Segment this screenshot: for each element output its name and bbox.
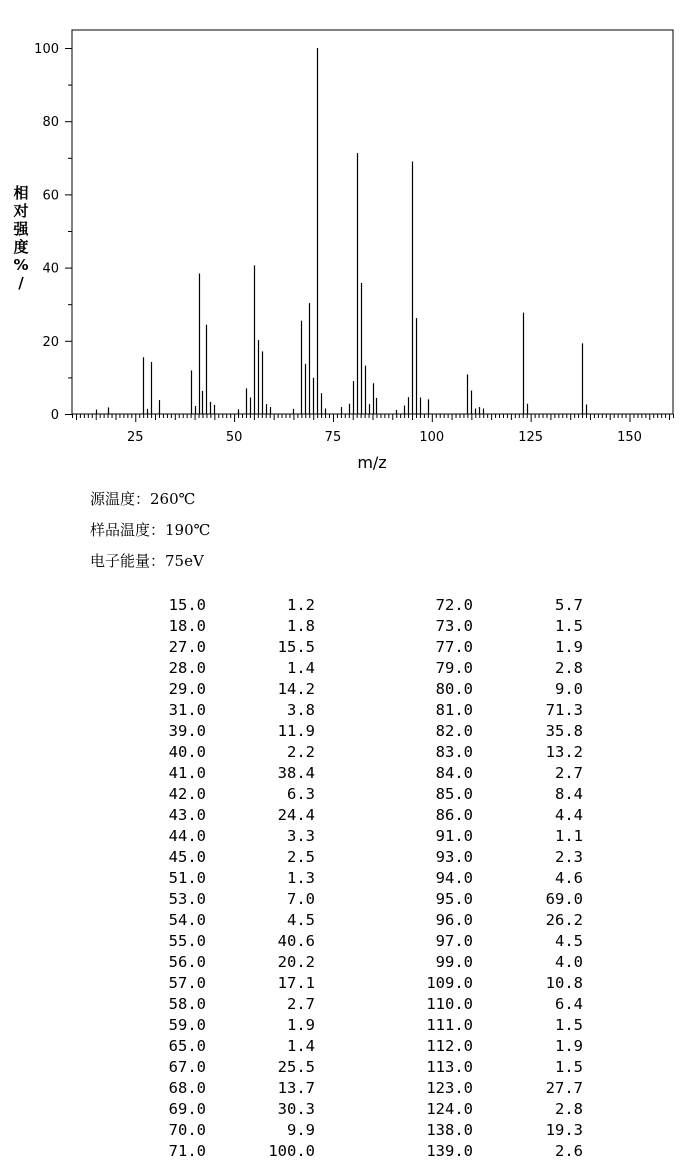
y-tick-label: 0: [50, 408, 59, 423]
intensity-value: 2.6: [555, 1142, 583, 1160]
peak-table-row: [0, 722, 696, 743]
mz-value: 109.0: [426, 974, 473, 992]
mz-value: 41.0: [168, 764, 206, 782]
peak-table-row: [0, 932, 696, 953]
mz-value: 112.0: [426, 1037, 473, 1055]
mz-value: 69.0: [168, 1100, 206, 1118]
intensity-value: 4.5: [555, 932, 583, 950]
mz-value: 72.0: [435, 596, 473, 614]
mz-value: 59.0: [168, 1016, 206, 1034]
intensity-value: 1.5: [555, 1016, 583, 1034]
intensity-value: 6.4: [555, 995, 583, 1013]
intensity-value: 71.3: [545, 701, 583, 719]
condition-electron-energy: [90, 550, 204, 571]
mz-value: 85.0: [435, 785, 473, 803]
intensity-value: 2.8: [555, 659, 583, 677]
mz-value: 67.0: [168, 1058, 206, 1076]
intensity-value: 100.0: [268, 1142, 315, 1160]
x-tick-label: 125: [518, 430, 544, 445]
peak-table-row: [0, 974, 696, 995]
mz-value: 77.0: [435, 638, 473, 656]
tick-labels: [34, 42, 642, 445]
mz-value: 53.0: [168, 890, 206, 908]
peak-table-row: [0, 617, 696, 638]
peak-table-row: [0, 659, 696, 680]
mz-value: 28.0: [168, 659, 206, 677]
intensity-value: 1.9: [555, 1037, 583, 1055]
peak-table-row: [0, 911, 696, 932]
condition-value: 190℃: [165, 521, 211, 539]
mz-value: 56.0: [168, 953, 206, 971]
mz-value: 45.0: [168, 848, 206, 866]
mz-value: 54.0: [168, 911, 206, 929]
condition-value: 75eV: [165, 552, 204, 570]
intensity-value: 1.9: [555, 638, 583, 656]
mz-value: 57.0: [168, 974, 206, 992]
intensity-value: 19.3: [545, 1121, 583, 1139]
intensity-value: 1.9: [287, 1016, 315, 1034]
intensity-value: 26.2: [545, 911, 583, 929]
y-axis-label-char: /: [18, 274, 24, 292]
intensity-value: 5.7: [555, 596, 583, 614]
x-tick-label: 50: [225, 430, 243, 445]
peak-table-row: [0, 785, 696, 806]
intensity-value: 3.8: [287, 701, 315, 719]
mz-value: 27.0: [168, 638, 206, 656]
peak-table-row: [0, 1016, 696, 1037]
peak-table-row: [0, 596, 696, 617]
mz-value: 80.0: [435, 680, 473, 698]
peak-table-row: [0, 869, 696, 890]
mz-value: 96.0: [435, 911, 473, 929]
condition-sample-temp: [90, 519, 210, 540]
x-tick-label: 75: [324, 430, 342, 445]
mz-value: 82.0: [435, 722, 473, 740]
y-tick-label: 100: [34, 42, 59, 57]
mz-value: 110.0: [426, 995, 473, 1013]
y-tick-label: 20: [42, 334, 59, 350]
peak-table-row: [0, 743, 696, 764]
intensity-value: 1.2: [287, 596, 315, 614]
intensity-value: 4.6: [555, 869, 583, 887]
peak-table-row: [0, 827, 696, 848]
condition-value: 260℃: [150, 490, 196, 508]
peak-table-row: [0, 1121, 696, 1142]
mz-value: 68.0: [168, 1079, 206, 1097]
x-axis-label: m/z: [357, 453, 387, 472]
intensity-value: 9.0: [555, 680, 583, 698]
intensity-value: 13.2: [545, 743, 583, 761]
mz-value: 39.0: [168, 722, 206, 740]
mz-value: 94.0: [435, 869, 473, 887]
intensity-value: 2.2: [287, 743, 315, 761]
mz-value: 124.0: [426, 1100, 473, 1118]
intensity-value: 10.8: [545, 974, 583, 992]
mz-value: 84.0: [435, 764, 473, 782]
mz-value: 97.0: [435, 932, 473, 950]
intensity-value: 15.5: [277, 638, 315, 656]
mz-value: 81.0: [435, 701, 473, 719]
peak-table-row: [0, 1037, 696, 1058]
intensity-value: 4.4: [555, 806, 583, 824]
mz-value: 99.0: [435, 953, 473, 971]
condition-label: 电子能量：: [90, 552, 166, 570]
peak-table-row: [0, 1058, 696, 1079]
x-tick-label: 150: [617, 430, 642, 445]
intensity-value: 8.4: [555, 785, 583, 803]
mz-value: 113.0: [426, 1058, 473, 1076]
intensity-value: 4.5: [287, 911, 315, 929]
y-axis-label: [12, 184, 29, 292]
mz-value: 65.0: [168, 1037, 206, 1055]
mz-value: 55.0: [168, 932, 206, 950]
y-tick-label: 80: [42, 115, 59, 131]
spectrum-peaks: [97, 48, 587, 414]
intensity-value: 4.0: [555, 953, 583, 971]
mz-value: 44.0: [168, 827, 206, 845]
intensity-value: 11.9: [277, 722, 315, 740]
mz-value: 123.0: [426, 1079, 473, 1097]
intensity-value: 7.0: [287, 890, 315, 908]
mz-value: 15.0: [168, 596, 206, 614]
mass-spectrum-chart: [0, 0, 696, 480]
peak-table-row: [0, 764, 696, 785]
intensity-value: 6.3: [287, 785, 315, 803]
peak-table-row: [0, 806, 696, 827]
peak-table-row: [0, 1142, 696, 1163]
intensity-value: 1.3: [287, 869, 315, 887]
mz-value: 111.0: [426, 1016, 473, 1034]
mz-value: 83.0: [435, 743, 473, 761]
intensity-value: 13.7: [277, 1079, 315, 1097]
mz-value: 139.0: [426, 1142, 473, 1160]
mz-value: 71.0: [168, 1142, 206, 1160]
intensity-value: 20.2: [277, 953, 315, 971]
intensity-value: 1.4: [287, 659, 315, 677]
peak-table-row: [0, 680, 696, 701]
mz-value: 18.0: [168, 617, 206, 635]
peak-table-row: [0, 890, 696, 911]
x-tick-label: 100: [419, 430, 445, 445]
mz-value: 93.0: [435, 848, 473, 866]
intensity-value: 30.3: [277, 1100, 315, 1118]
y-tick-label: 40: [42, 261, 59, 277]
mz-value: 51.0: [168, 869, 206, 887]
intensity-value: 9.9: [287, 1121, 315, 1139]
intensity-value: 1.5: [555, 617, 583, 635]
mz-value: 42.0: [168, 785, 206, 803]
peak-table-row: [0, 1100, 696, 1121]
peak-table-row: [0, 848, 696, 869]
x-tick-label: 25: [126, 430, 144, 445]
intensity-value: 69.0: [545, 890, 583, 908]
y-axis-label-char: %: [13, 256, 29, 274]
peak-table-row: [0, 995, 696, 1016]
mz-value: 86.0: [435, 806, 473, 824]
mz-value: 79.0: [435, 659, 473, 677]
intensity-value: 2.7: [555, 764, 583, 782]
intensity-value: 1.4: [287, 1037, 315, 1055]
intensity-value: 1.5: [555, 1058, 583, 1076]
y-axis-label-char: 相: [13, 184, 29, 202]
peak-table-row: [0, 701, 696, 722]
y-axis-label-char: 强: [13, 220, 29, 238]
mz-value: 70.0: [168, 1121, 206, 1139]
intensity-value: 17.1: [277, 974, 315, 992]
condition-source-temp: [90, 488, 195, 509]
mz-value: 43.0: [168, 806, 206, 824]
mz-value: 40.0: [168, 743, 206, 761]
intensity-value: 25.5: [277, 1058, 315, 1076]
intensity-value: 35.8: [545, 722, 583, 740]
mz-value: 58.0: [168, 995, 206, 1013]
intensity-value: 2.8: [555, 1100, 583, 1118]
intensity-value: 38.4: [277, 764, 315, 782]
intensity-value: 2.5: [287, 848, 315, 866]
condition-label: 样品温度：: [90, 521, 166, 539]
y-axis-label-char: 度: [13, 238, 29, 256]
peak-table-row: [0, 638, 696, 659]
intensity-value: 1.1: [555, 827, 583, 845]
intensity-value: 3.3: [287, 827, 315, 845]
mz-value: 91.0: [435, 827, 473, 845]
mz-value: 29.0: [168, 680, 206, 698]
y-tick-label: 60: [42, 188, 59, 204]
intensity-value: 24.4: [277, 806, 315, 824]
intensity-value: 40.6: [277, 932, 315, 950]
intensity-value: 2.7: [287, 995, 315, 1013]
peak-table-row: [0, 953, 696, 974]
intensity-value: 27.7: [545, 1079, 583, 1097]
intensity-value: 2.3: [555, 848, 583, 866]
y-axis-label-char: 对: [13, 202, 29, 220]
peak-table-row: [0, 1079, 696, 1100]
mz-value: 95.0: [435, 890, 473, 908]
intensity-value: 1.8: [287, 617, 315, 635]
intensity-value: 14.2: [277, 680, 315, 698]
mz-value: 138.0: [426, 1121, 473, 1139]
condition-label: 源温度：: [90, 490, 151, 508]
mz-value: 31.0: [168, 701, 206, 719]
mz-value: 73.0: [435, 617, 473, 635]
